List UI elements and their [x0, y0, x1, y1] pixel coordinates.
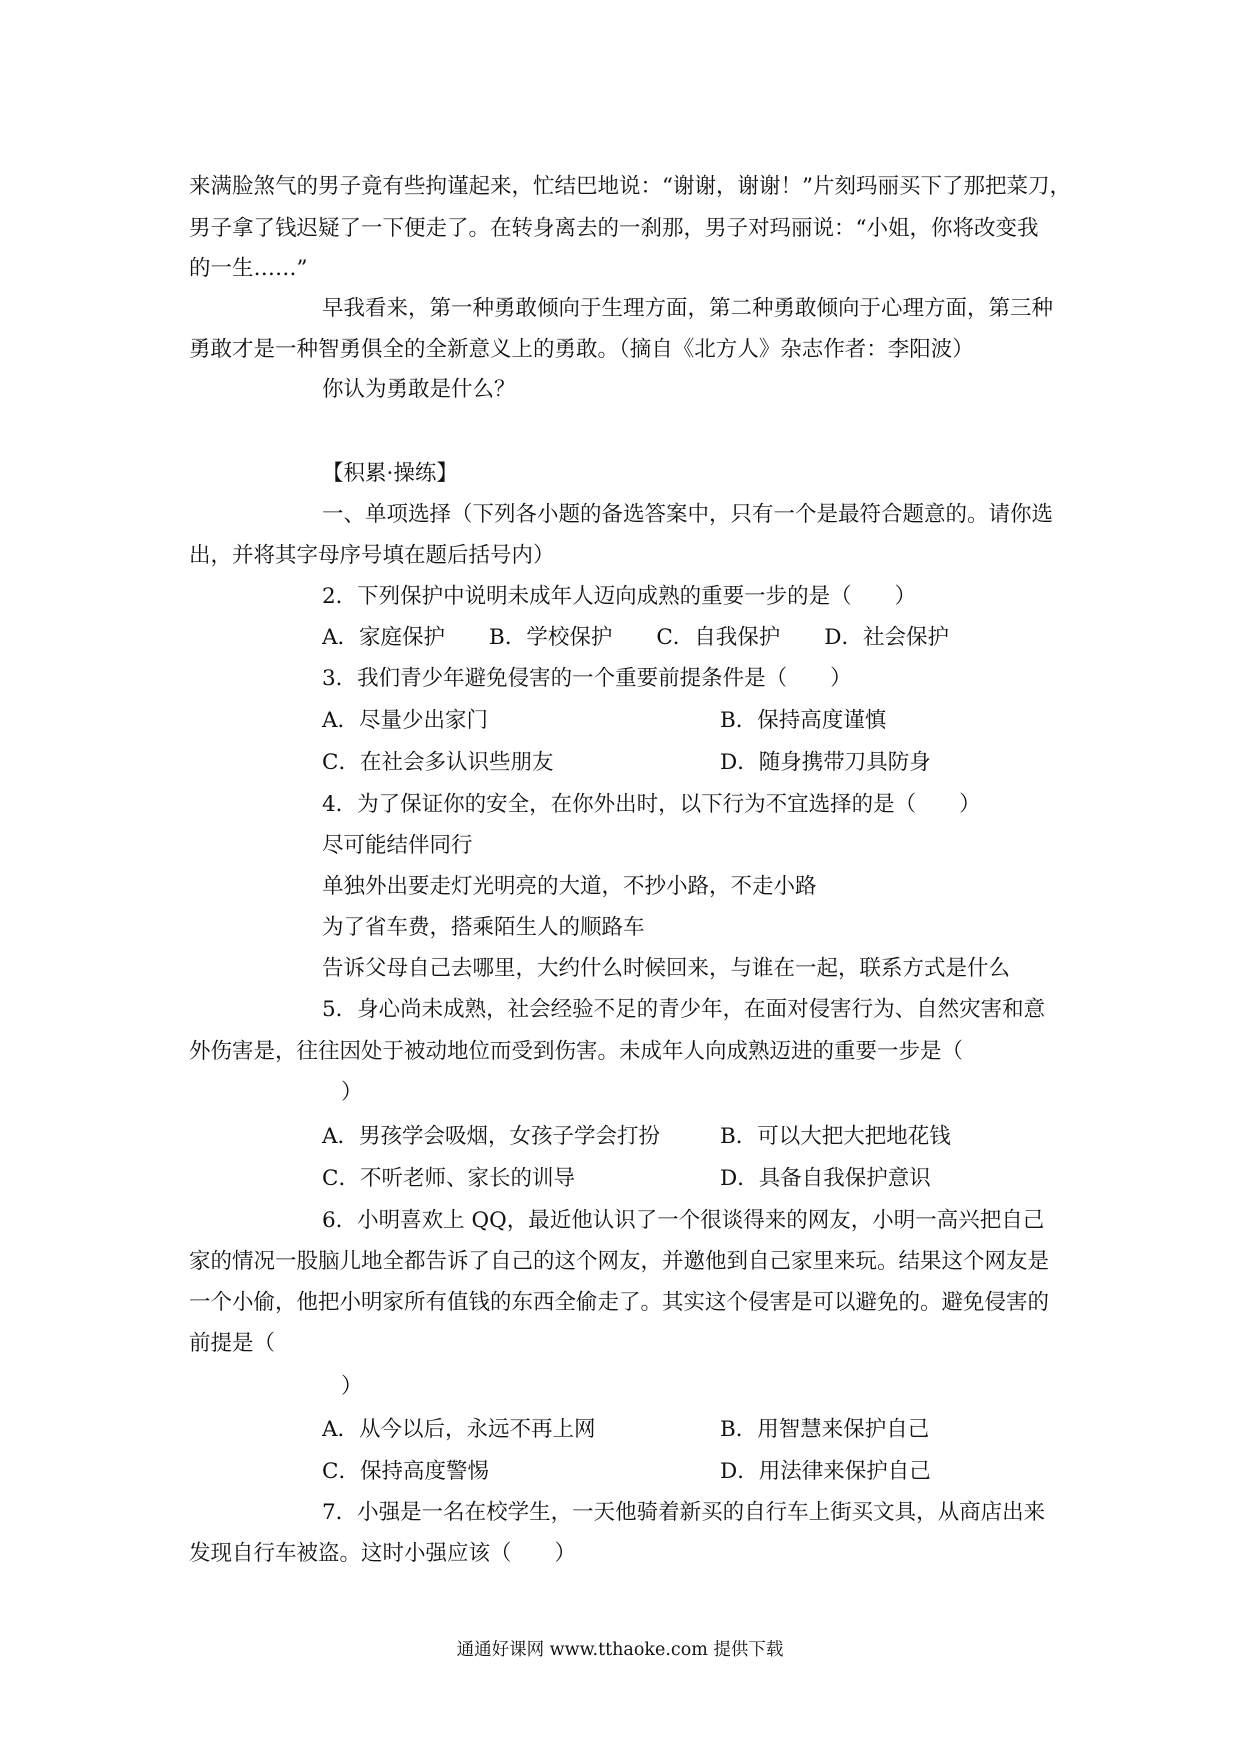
question-6-stem: 一个小偷，他把小明家所有值钱的东西全偷走了。其实这个侵害是可以避免的。避免侵害的 — [189, 1290, 1050, 1315]
option-c: C．在社会多认识些朋友 — [322, 750, 554, 775]
question-5-stem: 外伤害是，往往因处于被动地位而受到伤害。未成年人向成熟迈进的重要一步是（ — [189, 1039, 964, 1064]
option-b: B．保持高度谨慎 — [720, 708, 887, 733]
question-2-options — [322, 627, 949, 649]
section-intro-line: 出，并将其字母序号填在题后括号内） — [189, 543, 555, 568]
section-intro-line: 一、单项选择（下列各小题的备选答案中，只有一个是最符合题意的。请你选 — [322, 502, 1054, 527]
option-b: B．学校保护 — [489, 625, 613, 650]
option-d: D．具备自我保护意识 — [720, 1166, 931, 1191]
option-a: A．家庭保护 — [322, 625, 446, 650]
reflection-question: 你认为勇敢是什么？ — [322, 377, 516, 402]
paragraph-line: 早我看来，第一种勇敢倾向于生理方面，第二种勇敢倾向于心理方面，第三种 — [322, 296, 1054, 321]
question-2-stem: 2．下列保护中说明未成年人迈向成熟的重要一步的是（ ） — [322, 584, 917, 609]
option-a: A．尽量少出家门 — [322, 708, 489, 733]
question-6-stem: 家的情况一股脑儿地全都告诉了自己的这个网友，并邀他到自己家里来玩。结果这个网友是 — [189, 1249, 1050, 1274]
option-b: B．用智慧来保护自己 — [720, 1417, 930, 1442]
question-7-stem: 发现自行车被盗。这时小强应该（ ） — [189, 1541, 577, 1566]
option-a: A．男孩学会吸烟，女孩子学会打扮 — [322, 1124, 661, 1149]
option-d: D．随身携带刀具防身 — [720, 750, 931, 775]
option-c: C．自我保护 — [656, 625, 781, 650]
paragraph-line: 勇敢才是一种智勇俱全的全新意义上的勇敢。（摘自《北方人》杂志作者：李阳波） — [189, 337, 974, 362]
question-3-stem: 3．我们青少年避免侵害的一个重要前提条件是（ ） — [322, 666, 852, 691]
question-5-stem: 5．身心尚未成熟，社会经验不足的青少年，在面对侵害行为、自然灾害和意 — [322, 997, 1046, 1022]
option-d: D．社会保护 — [824, 625, 950, 650]
option-c: C．保持高度警惕 — [322, 1459, 489, 1484]
option-b: B．可以大把大把地花钱 — [720, 1124, 951, 1149]
answer-paren: ） — [341, 1080, 363, 1105]
list-item: 尽可能结伴同行 — [322, 833, 473, 858]
question-7-stem: 7．小强是一名在校学生，一天他骑着新买的自行车上街买文具，从商店出来 — [322, 1500, 1046, 1525]
list-item: 单独外出要走灯光明亮的大道，不抄小路，不走小路 — [322, 874, 817, 899]
option-c: C．不听老师、家长的训导 — [322, 1166, 575, 1191]
page-footer: 通通好课网 www.tthaoke.com 提供下载 — [456, 1640, 784, 1660]
list-item: 为了省车费，搭乘陌生人的顺路车 — [322, 915, 645, 940]
story-line-2: 男子拿了钱迟疑了一下便走了。在转身离去的一刹那，男子对玛丽说：“小姐，你将改变我 — [189, 216, 1039, 241]
section-title: 【积累·操练】 — [322, 461, 458, 486]
answer-paren: ） — [341, 1374, 363, 1399]
question-4-stem: 4．为了保证你的安全，在你外出时，以下行为不宜选择的是（ ） — [322, 792, 981, 817]
option-d: D．用法律来保护自己 — [720, 1459, 931, 1484]
question-6-stem: 6．小明喜欢上 QQ，最近他认识了一个很谈得来的网友，小明一高兴把自己 — [322, 1208, 1045, 1233]
story-line-1: 来满脸煞气的男子竟有些拘谨起来，忙结巴地说：“谢谢，谢谢！”片刻玛丽买下了那把菜刀， — [189, 174, 1071, 199]
option-a: A．从今以后，永远不再上网 — [322, 1417, 596, 1442]
question-6-stem: 前提是（ — [189, 1331, 276, 1356]
list-item: 告诉父母自己去哪里，大约什么时候回来，与谁在一起，联系方式是什么 — [322, 956, 1011, 981]
story-line-3: 的一生……” — [189, 256, 308, 281]
